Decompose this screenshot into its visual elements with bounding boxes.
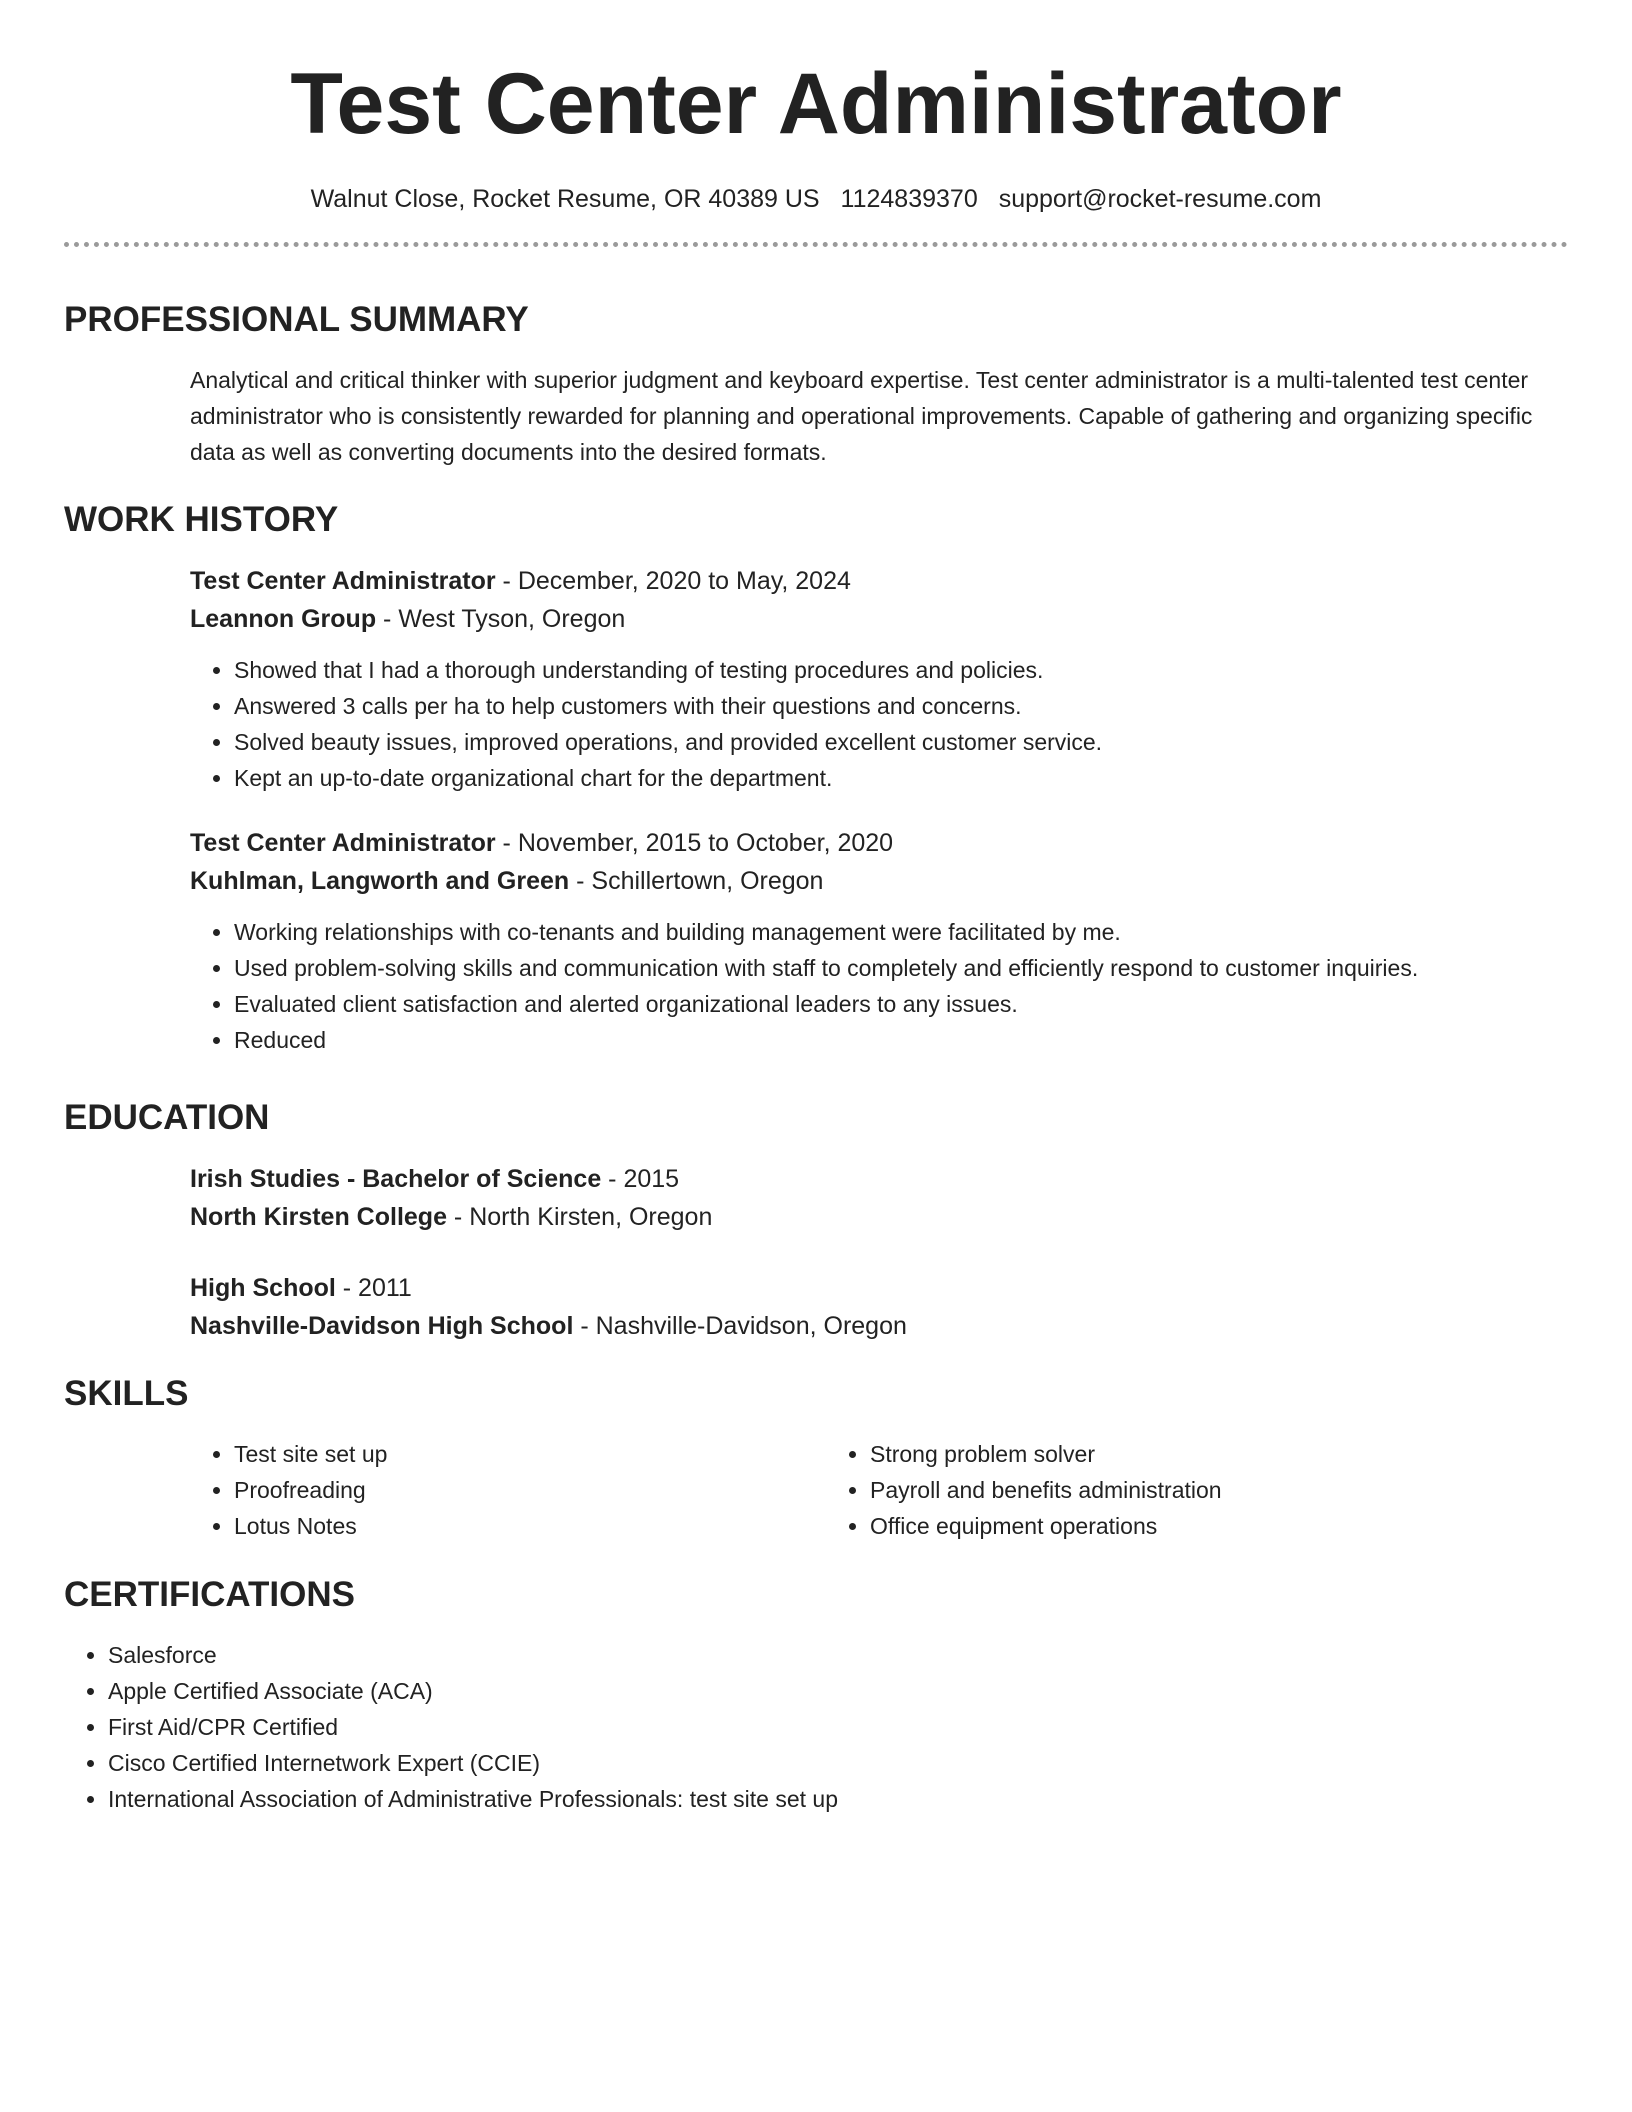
education-title: EDUCATION (64, 1098, 270, 1137)
list-item: • Showed that I had a thorough understanding of testing procedures and policies. (234, 652, 1568, 688)
list-item: • Salesforce (108, 1637, 1568, 1673)
summary-text: Analytical and critical thinker with superior judgment and keyboard expertise. Test center administrator is a multi-talented test center administrator who is consistently rewarded for planning and operational improvements. Capable of gathering and organizing specific data as well as converting documents into the desired formats. (190, 367, 1533, 465)
list-item: • International Association of Administrative Professionals: test site set up (108, 1781, 1568, 1817)
list-item: • Payroll and benefits administration (870, 1472, 1462, 1508)
list-item: • Reduced (234, 1022, 1568, 1058)
list-item: • Kept an up-to-date organizational chart for the department. (234, 760, 1568, 796)
contact-phone: 1124839370 (840, 185, 978, 213)
job-role: Test Center Administrator (190, 829, 496, 857)
certifications-title: CERTIFICATIONS (64, 1575, 356, 1614)
education-degree: Irish Studies - Bachelor of Science (190, 1165, 602, 1193)
list-item: • Answered 3 calls per ha to help customers with their questions and concerns. (234, 688, 1568, 724)
list-item: • Apple Certified Associate (ACA) (108, 1673, 1568, 1709)
skills-title: SKILLS (64, 1374, 189, 1413)
education-year: - 2015 (601, 1165, 680, 1193)
list-item: • Strong problem solver (870, 1436, 1462, 1472)
job-entry (190, 824, 1568, 1058)
job-company-line (190, 600, 1568, 638)
summary-title: PROFESSIONAL SUMMARY (64, 300, 529, 339)
list-item: • Solved beauty issues, improved operations, and provided excellent customer service. (234, 724, 1568, 760)
education-location: - North Kirsten, Oregon (446, 1203, 713, 1231)
list-item: • Proofreading (234, 1472, 826, 1508)
education-school-line (190, 1307, 1568, 1345)
job-dates: - November, 2015 to October, 2020 (495, 829, 894, 857)
education-school-line (190, 1198, 1568, 1236)
list-item: • Evaluated client satisfaction and alerted organizational leaders to any issues. (234, 986, 1568, 1022)
work-history-title: WORK HISTORY (64, 500, 339, 539)
skills-section (64, 1372, 1568, 1544)
list-item: • Working relationships with co-tenants and building management were facilitated by me. (234, 914, 1568, 950)
list-item: • First Aid/CPR Certified (108, 1709, 1568, 1745)
education-degree: High School (190, 1274, 336, 1302)
education-section (64, 1096, 1568, 1345)
contact-email: support@rocket-resume.com (998, 185, 1322, 213)
job-location: - West Tyson, Oregon (376, 605, 626, 633)
education-degree-line (190, 1160, 1568, 1198)
education-entry (190, 1160, 1568, 1236)
skills-grid (190, 1436, 1568, 1544)
job-role: Test Center Administrator (190, 567, 496, 595)
education-entry (190, 1269, 1568, 1345)
list-item: • Test site set up (234, 1436, 826, 1472)
education-degree-line (190, 1269, 1568, 1307)
contact-line (64, 184, 1568, 214)
job-company: Leannon Group (190, 605, 377, 633)
job-company-line (190, 862, 1568, 900)
work-history-section (64, 498, 1568, 1058)
header-divider (64, 242, 1568, 247)
job-bullets (190, 914, 1568, 1058)
job-dates: - December, 2020 to May, 2024 (495, 567, 851, 595)
certifications-list (64, 1637, 1568, 1817)
job-title-line (190, 562, 1568, 600)
skills-column-left (190, 1436, 826, 1544)
summary-section (64, 298, 1568, 470)
job-entry (190, 562, 1568, 796)
skills-column-right (826, 1436, 1462, 1544)
job-bullets (190, 652, 1568, 796)
job-title-line (190, 824, 1568, 862)
list-item: • Lotus Notes (234, 1508, 826, 1544)
resume-name: Test Center Administrator (290, 56, 1342, 152)
list-item: • Used problem-solving skills and communication with staff to completely and efficiently respond to customer inquiries. (234, 950, 1568, 986)
education-location: - Nashville-Davidson, Oregon (573, 1312, 907, 1340)
job-location: - Schillertown, Oregon (569, 867, 824, 895)
education-year: - 2011 (335, 1274, 412, 1302)
job-company: Kuhlman, Langworth and Green (190, 867, 570, 895)
list-item: • Office equipment operations (870, 1508, 1462, 1544)
education-school: North Kirsten College (190, 1203, 447, 1231)
contact-address: Walnut Close, Rocket Resume, OR 40389 US (310, 185, 820, 213)
list-item: • Cisco Certified Internetwork Expert (CCIE) (108, 1745, 1568, 1781)
education-school: Nashville-Davidson High School (190, 1312, 574, 1340)
certifications-section (64, 1573, 1568, 1817)
